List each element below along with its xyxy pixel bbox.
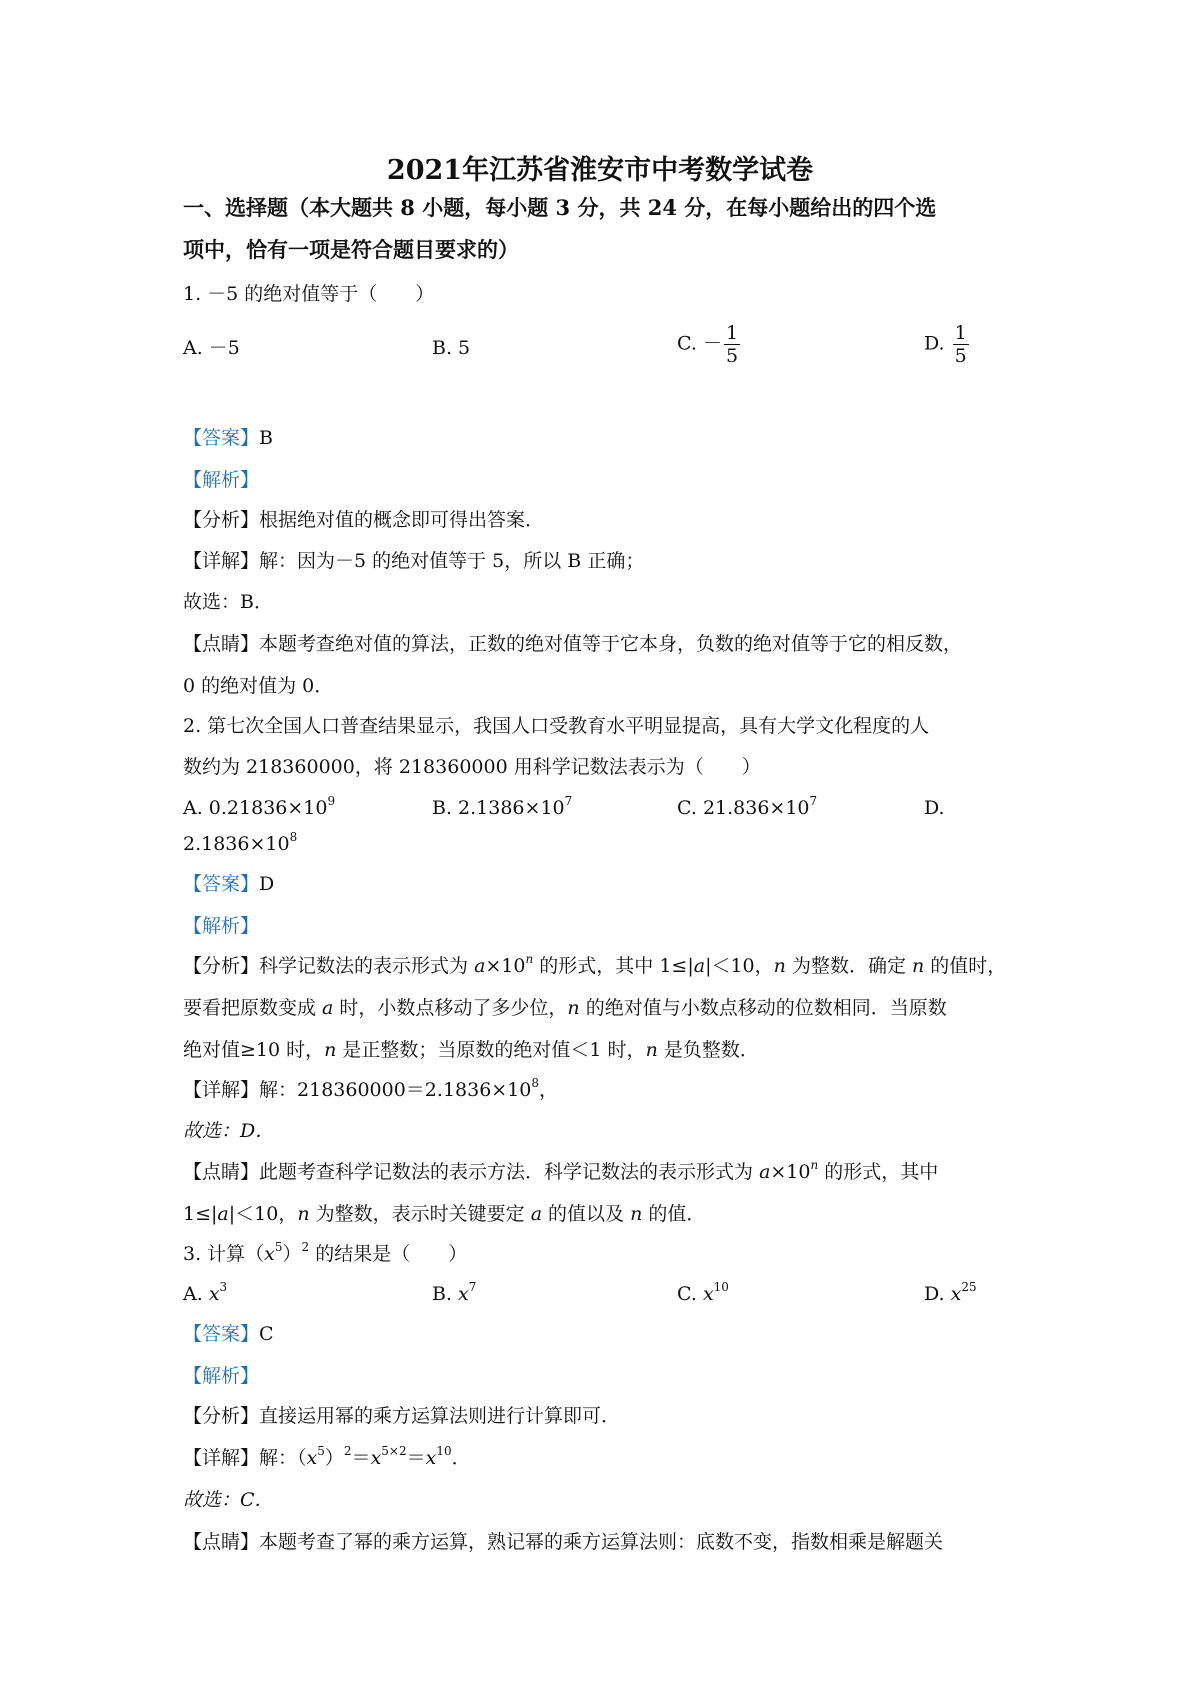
text-span: 解：218360000＝2.1836×10 [259,1079,532,1101]
q1-option-d-fraction [953,322,969,367]
q2-guxuan: 故选：D． [183,1120,275,1142]
text-span: 为整数，表示时关键要定 [309,1203,531,1225]
text-span: |＜10， [705,955,774,977]
q2-option-a-base: A. 0.21836×10 [183,797,328,819]
q2-option-c-exp: 7 [809,794,818,808]
text-span: 解：（ [259,1447,307,1469]
q1-option-d-numerator: 1 [954,322,967,344]
text-span: 1≤| [183,1203,218,1225]
q2-fenxi-line3 [183,1038,759,1062]
q1-option-a: A. －5 [183,337,240,359]
q2-option-d-base: 2.1836×10 [183,833,290,855]
text-span: ×10 [770,1161,811,1183]
option-label: B. [432,1283,459,1305]
q3-answer [183,1322,274,1346]
math-exponent: 2 [301,1240,310,1254]
q3-fenxi [183,1404,620,1428]
q1-fenxi [183,508,544,532]
math-var: a [693,955,706,977]
xiangjie-tag: 【详解】 [183,550,260,572]
math-var: x [425,1447,437,1469]
option-label: A. [183,1283,209,1305]
math-exponent: n [525,952,534,966]
q2-option-c [677,796,817,820]
text-span: 的值以及 [542,1203,631,1225]
q2-option-b-base: B. 2.1386×10 [432,797,565,819]
section-heading-line1: 一、选择题（本大题共 8 小题，每小题 3 分，共 24 分，在每小题给出的四个选 [183,195,937,220]
math-var: n [645,1039,658,1061]
text-span: 的结果是（ ） [309,1243,468,1265]
text-span: |＜10， [228,1203,298,1225]
q2-option-a-exp: 9 [327,794,336,808]
q1-option-c [677,322,742,367]
answer-tag: 【答案】 [183,427,260,449]
text-span: 的形式，其中 1≤| [533,955,694,977]
math-exponent: 10 [713,1280,729,1294]
q2-dianjing-line1 [183,1160,938,1184]
q2-analysis [183,914,259,938]
text-span: ＝ [351,1447,371,1469]
q3-option-a [183,1282,227,1306]
q1-dianjing-line2: 0 的绝对值为 0． [183,675,334,697]
q1-option-d-denominator: 5 [954,345,967,367]
analysis-tag: 【解析】 [183,469,260,491]
text-span: ＝ [406,1447,426,1469]
math-var: x [950,1283,962,1305]
text-span: 的形式，其中 [818,1161,939,1183]
analysis-tag: 【解析】 [183,1365,260,1387]
math-exponent: 2 [343,1444,352,1458]
text-span: 时，小数点移动了多少位， [333,997,568,1019]
math-var: a [217,1203,229,1225]
math-var: x [458,1283,469,1305]
text-span: ） [324,1447,344,1469]
q3-analysis [183,1364,259,1388]
math-var: x [208,1283,220,1305]
page-title: 2021年江苏省淮安市中考数学试卷 [386,155,814,186]
q2-answer [183,872,274,896]
q3-option-b [432,1282,476,1306]
math-exponent: n [810,1158,819,1172]
q1-xiangjie [183,549,644,573]
q3-stem [183,1242,467,1266]
option-label: C. [677,1283,703,1305]
math-exponent: 5×2 [381,1444,407,1458]
q3-dianjing [183,1530,943,1554]
math-var: n [630,1203,643,1225]
text-span: ， [539,1079,559,1101]
math-var: a [474,955,486,977]
answer-tag: 【答案】 [183,1323,260,1345]
q2-option-d-value [183,832,297,856]
q1-option-c-prefix: C. － [677,332,722,355]
q1-option-b: B. 5 [432,337,471,359]
math-exponent: 7 [468,1280,477,1294]
option-label: D. [924,1283,951,1305]
text-span: 绝对值≥10 时， [183,1039,325,1061]
q3-dianjing-text: 本题考查了幂的乘方运算，熟记幂的乘方运算法则：底数不变，指数相乘是解题关 [259,1531,944,1553]
math-exponent: 5 [274,1240,283,1254]
q2-fenxi-line1 [183,954,1006,978]
text-span: 是正整数；当原数的绝对值＜1 时， [336,1039,646,1061]
q1-option-d-prefix: D. [924,332,945,355]
q2-answer-value: D [259,873,275,895]
text-span: 要看把原数变成 [183,997,323,1019]
q2-stem-line2: 数约为 218360000，将 218360000 用科学记数法表示为（ ） [183,756,761,778]
q3-option-c [677,1282,729,1306]
text-span: 此题考查科学记数法的表示方法．科学记数法的表示形式为 [259,1161,760,1183]
q3-answer-value: C [259,1323,274,1345]
q3-xiangjie [183,1446,471,1470]
math-var: n [297,1203,310,1225]
math-var: n [912,955,925,977]
q1-fenxi-text: 根据绝对值的概念即可得出答案． [259,509,545,531]
q2-stem-line1: 2. 第七次全国人口普查结果显示，我国人口受教育水平明显提高，具有大学文化程度的人 [183,715,930,737]
xiangjie-tag: 【详解】 [183,1447,260,1469]
q1-option-c-fraction [724,322,740,367]
xiangjie-tag: 【详解】 [183,1079,260,1101]
math-var: x [264,1243,275,1265]
math-exponent: 5 [317,1444,325,1458]
section-heading-line2: 项中，恰有一项是符合题目要求的） [183,237,519,262]
fenxi-tag: 【分析】 [183,1405,260,1427]
q1-answer [183,426,273,450]
math-var: n [773,955,786,977]
q2-option-d-exp: 8 [289,830,298,844]
q1-option-c-denominator: 5 [725,345,739,367]
text-span: 的值． [642,1203,706,1225]
q3-option-d [924,1282,977,1306]
text-span: 的绝对值与小数点移动的位数相同．当原数 [579,997,947,1019]
text-span: ） [282,1243,302,1265]
fenxi-tag: 【分析】 [183,955,260,977]
math-exponent: 10 [436,1444,452,1458]
text-span: 是负整数． [657,1039,759,1061]
math-var: x [370,1447,382,1469]
q1-answer-value: B [259,427,273,449]
text-span: 3. 计算（ [183,1243,265,1265]
q2-option-d-label: D. [924,797,945,819]
text-span: 科学记数法的表示形式为 [259,955,475,977]
math-var: n [324,1039,337,1061]
q2-option-b [432,796,572,820]
q1-guxuan: 故选：B． [183,591,273,613]
q2-option-a [183,796,335,820]
q1-option-d [924,322,971,367]
math-var: x [702,1283,714,1305]
dianjing-tag: 【点睛】 [183,1161,260,1183]
text-span: 为整数．确定 [785,955,912,977]
q3-fenxi-text: 直接运用幂的乘方运算法则进行计算即可． [259,1405,621,1427]
fenxi-tag: 【分析】 [183,509,260,531]
math-var: n [567,997,580,1019]
q2-xiangjie [183,1078,558,1102]
dianjing-tag: 【点睛】 [183,1531,260,1553]
q3-guxuan: 故选：C． [183,1489,274,1511]
math-var: x [306,1447,318,1469]
analysis-tag: 【解析】 [183,915,260,937]
math-exponent: 3 [219,1280,228,1294]
q1-analysis [183,468,259,492]
answer-tag: 【答案】 [183,873,260,895]
q1-dianjing-line1 [183,632,962,656]
q1-option-c-numerator: 1 [725,322,739,344]
dianjing-tag: 【点睛】 [183,633,260,655]
text-span: 的值时， [924,955,1007,977]
math-var: a [530,1203,543,1225]
q1-dianjing-text1: 本题考查绝对值的算法，正数的绝对值等于它本身，负数的绝对值等于它的相反数， [259,633,963,655]
math-exponent: 25 [961,1280,977,1294]
q2-option-b-exp: 7 [564,794,573,808]
q1-stem: 1. －5 的绝对值等于（ ） [183,283,435,305]
q2-dianjing-line2 [183,1202,705,1226]
q2-fenxi-line2 [183,996,947,1020]
math-var: a [322,997,334,1019]
q1-xiangjie-text: 解：因为－5 的绝对值等于 5，所以 B 正确； [259,550,645,572]
text-span: ×10 [485,955,526,977]
math-exponent: 8 [531,1076,540,1090]
q2-option-c-base: C. 21.836×10 [677,797,810,819]
math-var: a [759,1161,771,1183]
text-span: ． [451,1447,471,1469]
